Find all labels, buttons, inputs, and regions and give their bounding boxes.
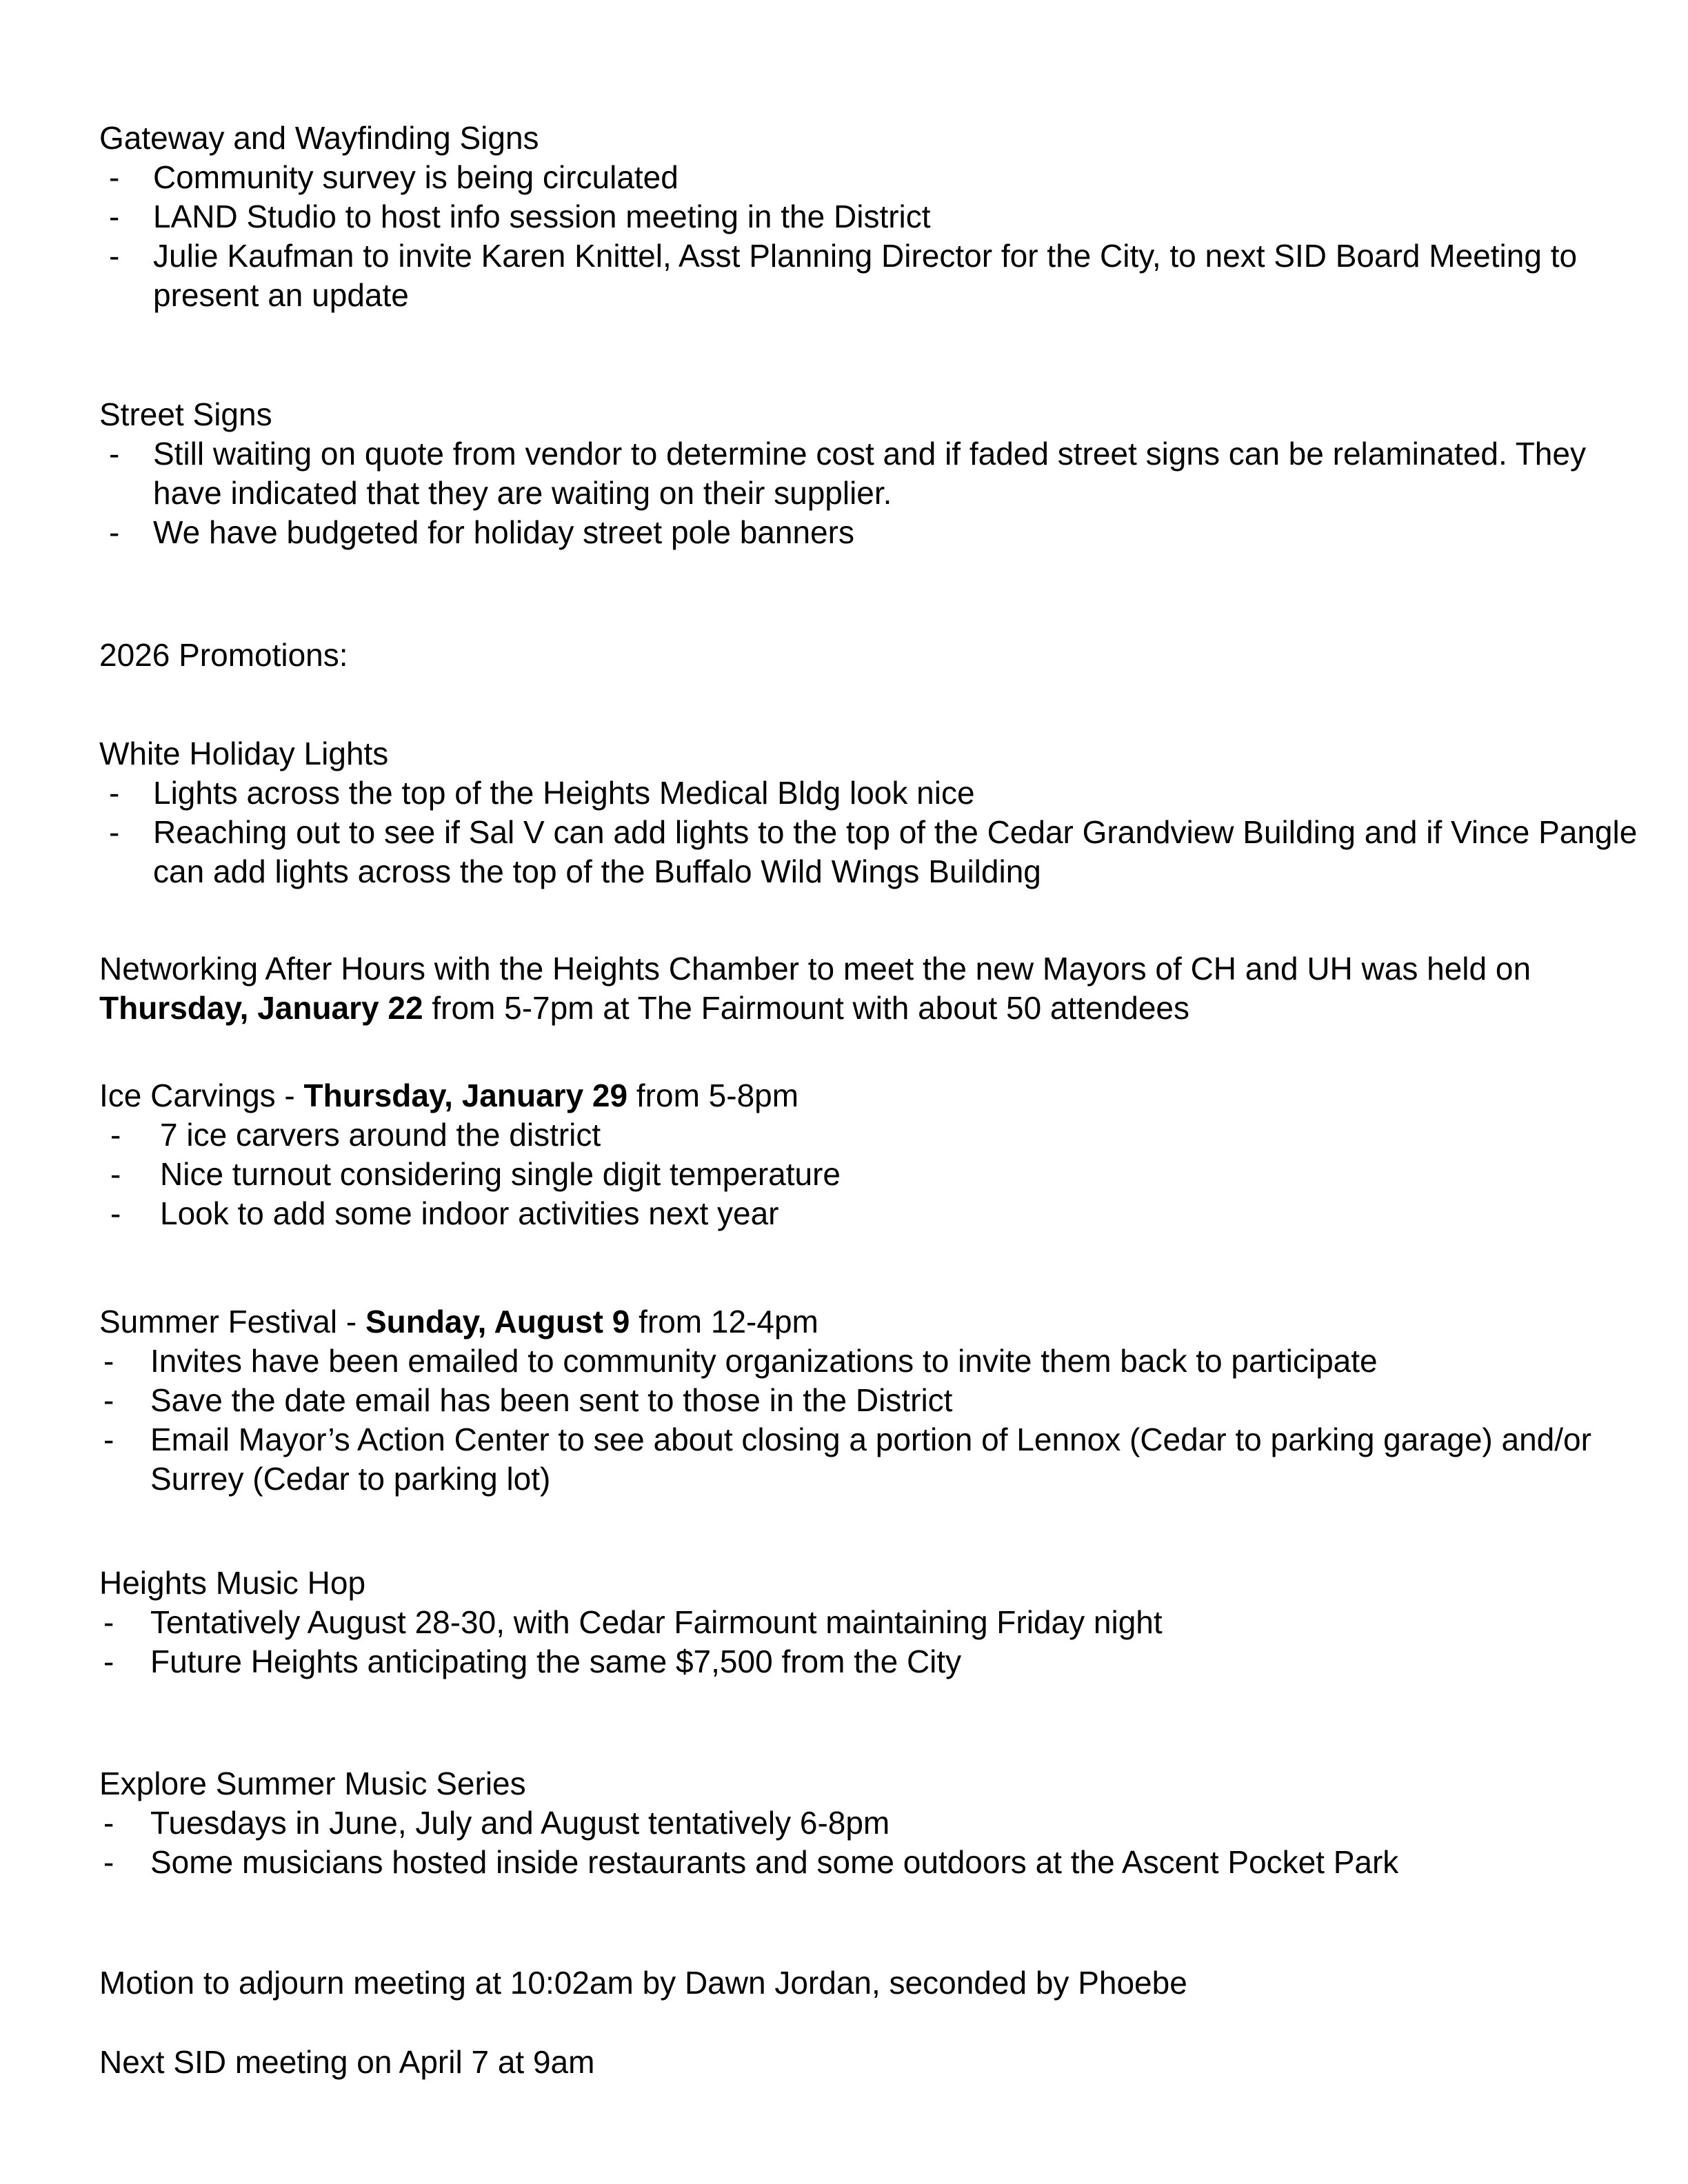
section-heading: Street Signs	[99, 396, 272, 432]
bullet-dash: -	[103, 1604, 114, 1640]
bullet-line: Surrey (Cedar to parking lot)	[150, 1461, 551, 1497]
bullet-dash: -	[103, 1382, 114, 1418]
bullet-text	[153, 434, 1586, 513]
section-heading: Gateway and Wayfinding Signs	[99, 120, 539, 156]
section-heading: Explore Summer Music Series	[99, 1766, 526, 1801]
bullet-text	[150, 1381, 1578, 1420]
bullet-dash: -	[110, 1156, 121, 1192]
bullet-item	[99, 1194, 1578, 1233]
bullet-line: Tuesdays in June, July and August tentatively 6-8pm	[150, 1805, 890, 1841]
section-heights-music-hop	[99, 1564, 1578, 1681]
bullet-line: Look to add some indoor activities next year	[160, 1195, 779, 1231]
bullet-text	[150, 1603, 1578, 1642]
bold-date: Thursday, January 29	[303, 1078, 628, 1113]
bullet-text	[160, 1115, 1578, 1155]
bullet-line: Still waiting on quote from vendor to determine cost and if faded street signs can be relaminated. They	[153, 436, 1586, 472]
bullet-text	[150, 1843, 1578, 1882]
paragraph-text: from 5-7pm at The Fairmount with about 50 attendees	[423, 990, 1189, 1026]
bullet-line: Reaching out to see if Sal V can add lights to the top of the Cedar Grandview Building and if Vince Pangle	[153, 814, 1638, 850]
bullet-line: Community survey is being circulated	[153, 159, 679, 195]
paragraph-adjourn-motion	[99, 1963, 1578, 2003]
bullet-item	[99, 1381, 1578, 1420]
bullet-dash: -	[109, 436, 120, 472]
section-heading	[99, 1302, 1578, 1342]
bullet-dash: -	[103, 1644, 114, 1679]
section-heading	[99, 1076, 1578, 1115]
bullet-text	[153, 774, 1578, 813]
section-heading: Heights Music Hop	[99, 1565, 366, 1601]
section-heading: White Holiday Lights	[99, 736, 389, 771]
bullet-line: Invites have been emailed to community organizations to invite them back to participate	[150, 1343, 1378, 1379]
bullet-item	[99, 158, 1578, 197]
bullet-dash: -	[110, 1195, 121, 1231]
paragraph-networking-after-hours	[99, 949, 1578, 1028]
bullet-text	[160, 1194, 1578, 1233]
bullet-line: Lights across the top of the Heights Medical Bldg look nice	[153, 775, 975, 811]
paragraph-line	[99, 989, 1578, 1028]
bullet-item	[99, 1803, 1578, 1843]
bullet-line: We have budgeted for holiday street pole banners	[153, 514, 854, 550]
heading-text: from 5-8pm	[627, 1078, 799, 1113]
bullet-dash: -	[109, 238, 120, 274]
section-street-signs	[99, 395, 1586, 552]
bullet-dash: -	[109, 199, 120, 234]
bullet-dash: -	[109, 514, 120, 550]
section-2026-promotions	[99, 636, 1578, 675]
bullet-item	[99, 236, 1578, 315]
bullet-line: LAND Studio to host info session meeting in the District	[153, 199, 931, 234]
heading-text: Summer Festival -	[99, 1304, 365, 1339]
bullet-item	[99, 1155, 1578, 1194]
bullet-item	[99, 434, 1586, 513]
bullet-dash: -	[103, 1844, 114, 1880]
bullet-item	[99, 774, 1578, 813]
paragraph-next-meeting	[99, 2043, 1578, 2082]
paragraph-line: Networking After Hours with the Heights Chamber to meet the new Mayors of CH and UH was held on	[99, 951, 1531, 987]
bullet-text	[150, 1342, 1578, 1381]
bullet-item	[99, 813, 1638, 891]
bullet-text	[150, 1420, 1591, 1499]
bullet-item	[99, 1843, 1578, 1882]
bullet-item	[99, 1115, 1578, 1155]
paragraph-line: Motion to adjourn meeting at 10:02am by Dawn Jordan, seconded by Phoebe	[99, 1965, 1187, 2001]
paragraph-line: Next SID meeting on April 7 at 9am	[99, 2044, 595, 2080]
section-explore-summer-music-series	[99, 1764, 1578, 1882]
bullet-line: Email Mayor’s Action Center to see about closing a portion of Lennox (Cedar to parking garage) and/or	[150, 1422, 1591, 1457]
bullet-text	[150, 1642, 1578, 1681]
bullet-line: 7 ice carvers around the district	[160, 1117, 601, 1153]
section-summer-festival	[99, 1302, 1591, 1499]
bullet-item	[99, 1603, 1578, 1642]
section-ice-carvings	[99, 1076, 1578, 1233]
bullet-dash: -	[103, 1805, 114, 1841]
bullet-line: Julie Kaufman to invite Karen Knittel, Asst Planning Director for the City, to next SID Board Meeting to	[153, 238, 1578, 274]
bullet-text	[153, 813, 1638, 891]
bullet-line: Save the date email has been sent to those in the District	[150, 1382, 953, 1418]
bullet-line: Tentatively August 28-30, with Cedar Fairmount maintaining Friday night	[150, 1604, 1163, 1640]
bullet-text	[153, 513, 1578, 552]
bullet-dash: -	[103, 1422, 114, 1457]
bullet-dash: -	[110, 1117, 121, 1153]
bullet-item	[99, 513, 1578, 552]
bullet-text	[153, 236, 1578, 315]
bold-date: Thursday, January 22	[99, 990, 423, 1026]
heading-text: Ice Carvings -	[99, 1078, 304, 1113]
bullet-text	[153, 158, 1578, 197]
bullet-line: present an update	[153, 277, 409, 313]
bullet-line: Future Heights anticipating the same $7,500 from the City	[150, 1644, 962, 1679]
bullet-text	[160, 1155, 1578, 1194]
bullet-dash: -	[103, 1343, 114, 1379]
bullet-line: Some musicians hosted inside restaurants and some outdoors at the Ascent Pocket Park	[150, 1844, 1399, 1880]
bullet-item	[99, 1420, 1591, 1499]
section-gateway-wayfinding-signs	[99, 119, 1578, 315]
bold-date: Sunday, August 9	[365, 1304, 630, 1339]
bullet-text	[150, 1803, 1578, 1843]
bullet-text	[153, 197, 1578, 236]
bullet-line: Nice turnout considering single digit temperature	[160, 1156, 841, 1192]
bullet-line: have indicated that they are waiting on their supplier.	[153, 475, 892, 511]
bullet-line: can add lights across the top of the Buffalo Wild Wings Building	[153, 853, 1041, 889]
bullet-dash: -	[109, 775, 120, 811]
bullet-item	[99, 1642, 1578, 1681]
bullet-dash: -	[109, 814, 120, 850]
section-white-holiday-lights	[99, 734, 1638, 891]
heading-text: from 12-4pm	[630, 1304, 818, 1339]
bullet-item	[99, 1342, 1578, 1381]
bullet-item	[99, 197, 1578, 236]
bullet-dash: -	[109, 159, 120, 195]
section-heading: 2026 Promotions:	[99, 637, 348, 673]
